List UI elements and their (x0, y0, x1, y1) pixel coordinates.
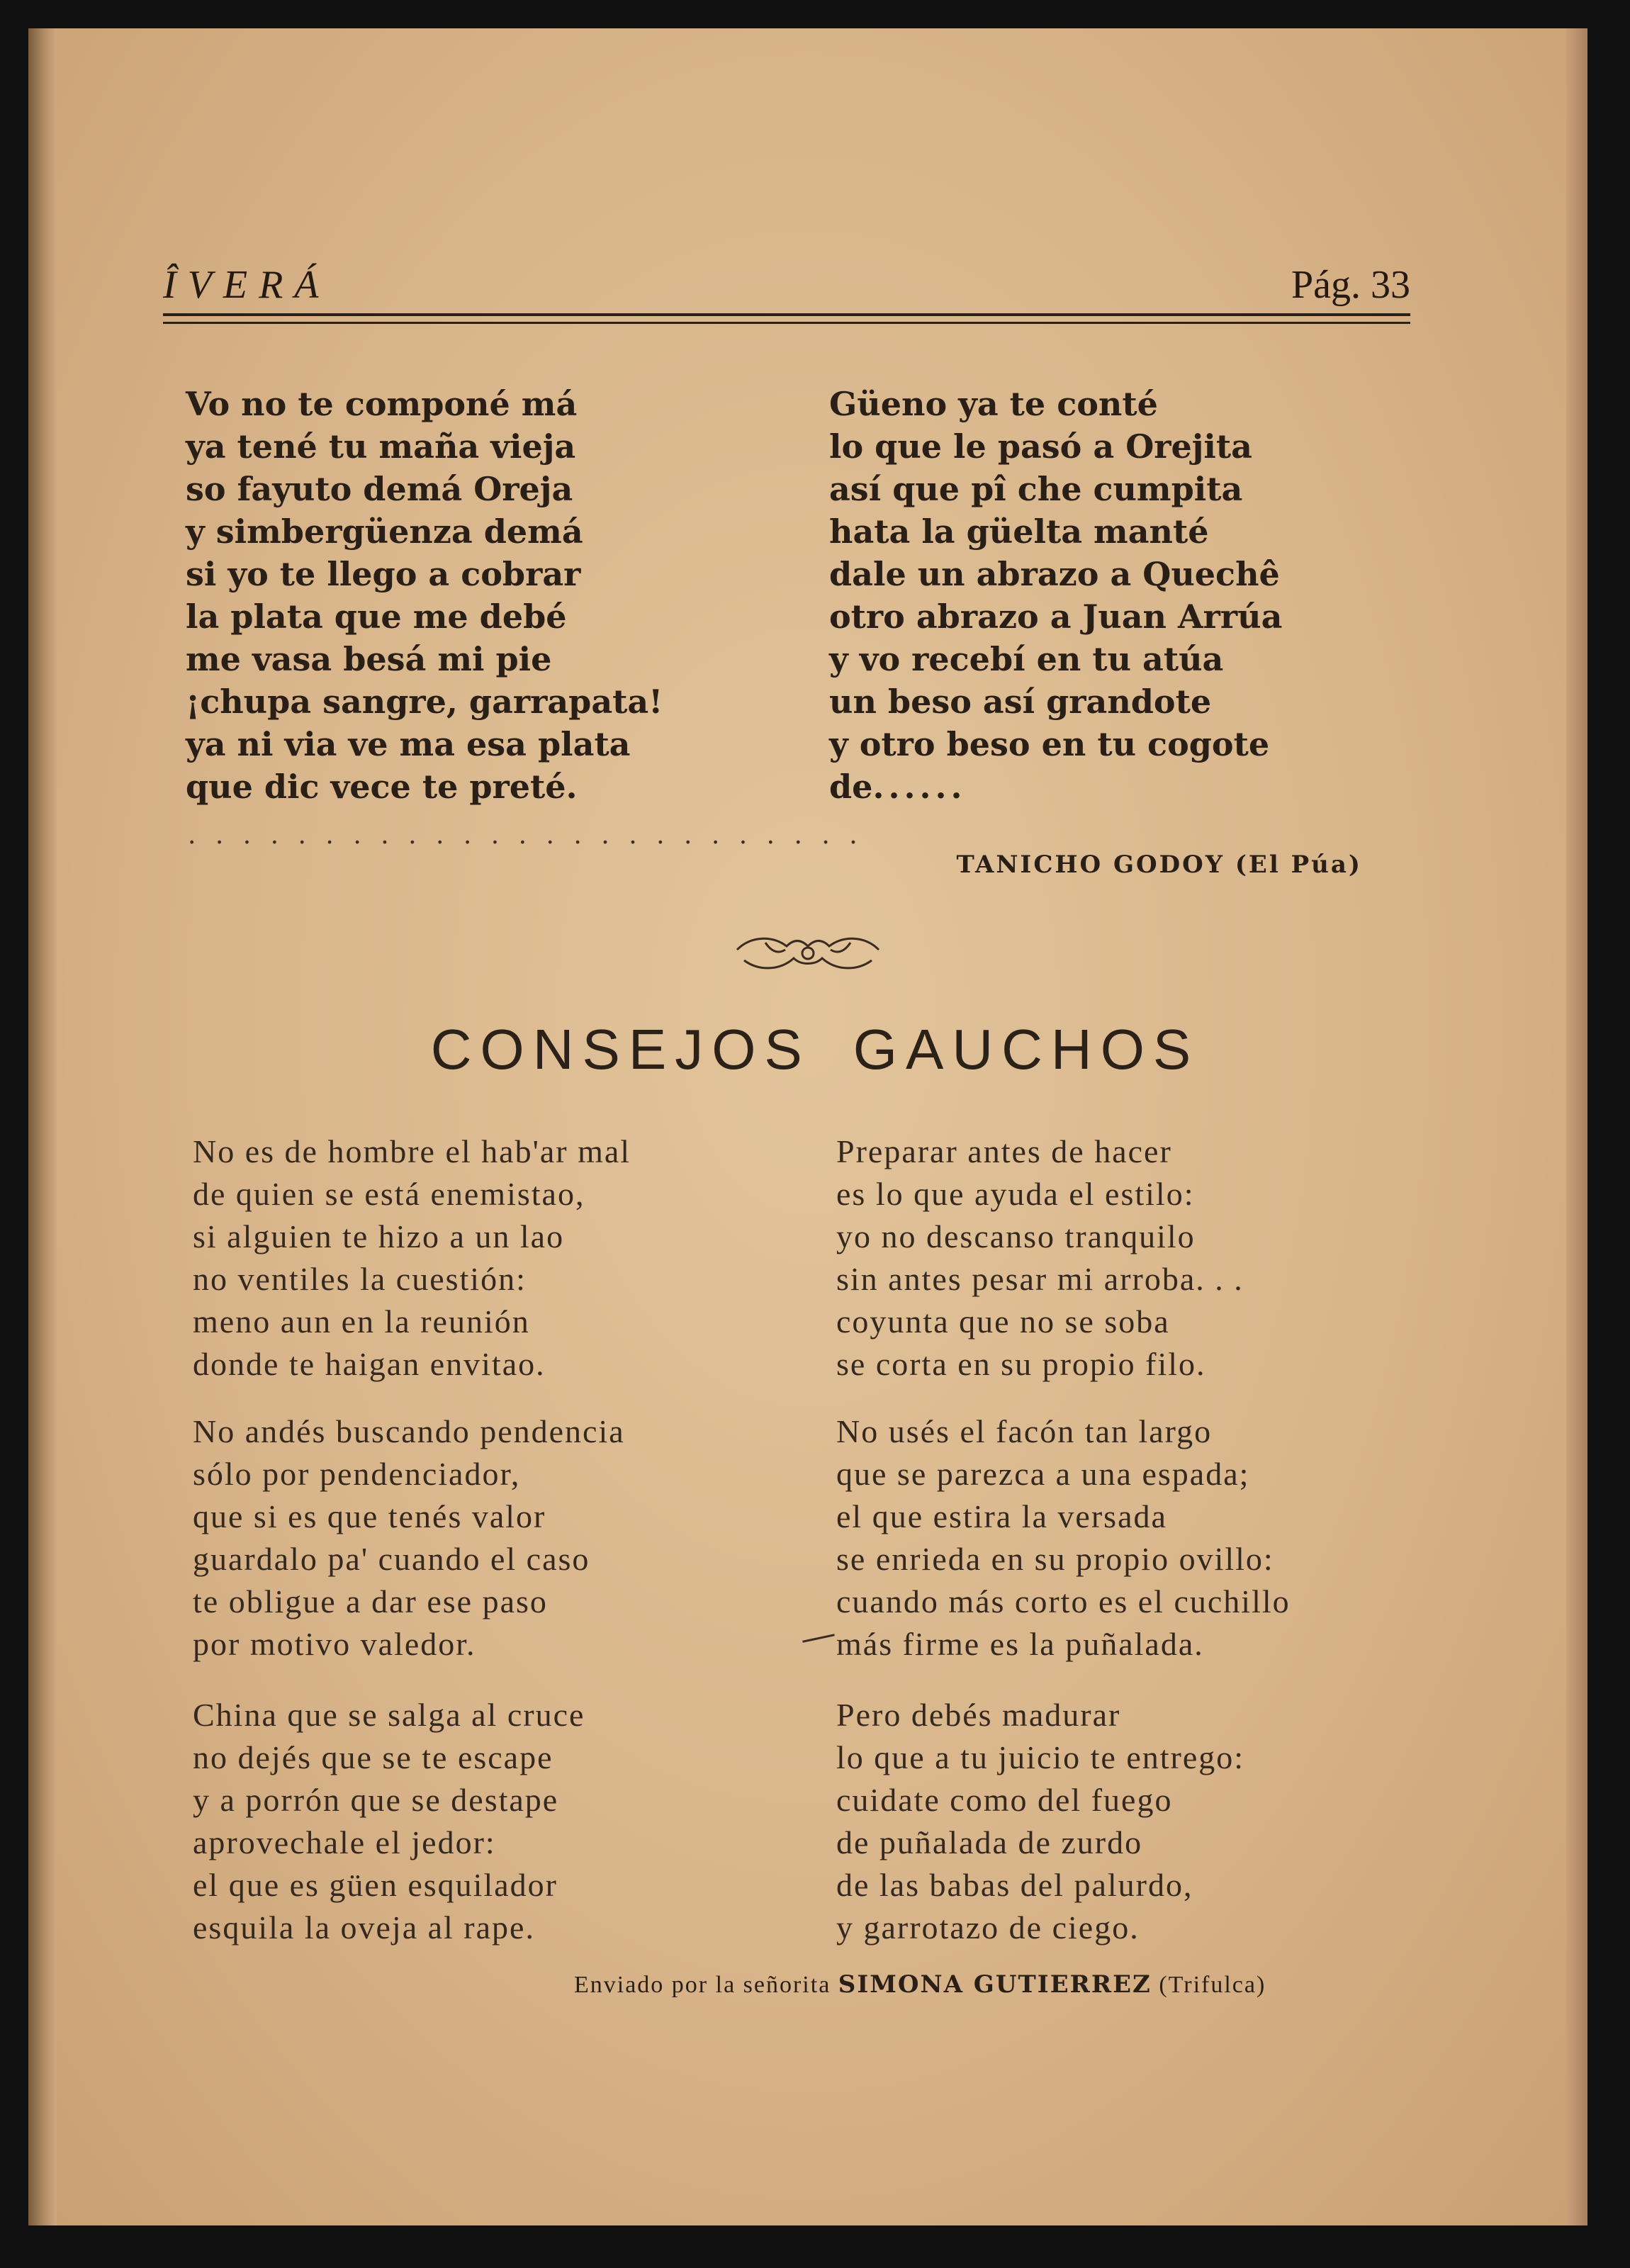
poem-line: me vasa besá mi pie (186, 640, 552, 678)
page-edge (1566, 28, 1587, 2225)
verse-line: sin antes pesar mi arroba. . . (836, 1261, 1244, 1297)
verse-line: que se parezca a una espada; (836, 1456, 1250, 1492)
poem2-title (28, 1017, 1587, 1082)
verse-line: guardalo pa' cuando el caso (193, 1541, 590, 1577)
poem-line: lo que le pasó a Orejita (829, 427, 1252, 466)
verse-line: y a porrón que se destape (193, 1782, 559, 1818)
dash-mark (802, 1634, 835, 1642)
poem-line: la plata que me debé (186, 597, 567, 636)
poem-line: Vo no te componé má (186, 385, 578, 423)
credit-alias: (Trifulca) (1159, 1972, 1266, 1998)
verse-line: aprovechale el jedor: (193, 1824, 496, 1860)
poem-line: que dic vece te preté. (186, 768, 578, 806)
verse-line: Preparar antes de hacer (836, 1133, 1172, 1169)
verse-line: No es de hombre el hab'ar mal (193, 1133, 631, 1169)
page-header (163, 262, 1410, 312)
stanza-left-1 (193, 1130, 631, 1386)
verse-line: China que se salga al cruce (193, 1697, 585, 1733)
poem-line: y vo recebí en tu atúa (829, 640, 1224, 678)
verse-line: de quien se está enemistao, (193, 1176, 585, 1212)
poem1-author: TANICHO GODOY (El Púa) (956, 850, 1362, 879)
ellipsis-row: . . . . . . . . . . . . . . . . . . . . . . . . . (188, 821, 863, 850)
poem-line: Güeno ya te conté (829, 385, 1158, 423)
ornament-icon (723, 921, 893, 985)
poem-line: dale un abrazo a Quechê (829, 555, 1280, 593)
verse-line: No usés el facón tan largo (836, 1413, 1213, 1449)
verse-line: se corta en su propio filo. (836, 1346, 1206, 1382)
verse-line: te obligue a dar ese paso (193, 1583, 548, 1619)
verse-line: yo no descanso tranquilo (836, 1218, 1196, 1254)
verse-line: lo que a tu juicio te entrego: (836, 1739, 1245, 1775)
header-rule-top (163, 313, 1410, 316)
poem-line: hata la güelta manté (829, 512, 1209, 551)
poem2-title-word2: GAUCHOS (853, 1018, 1200, 1081)
stanza-right-1 (836, 1130, 1244, 1386)
poem-line: un beso así grandote (829, 683, 1212, 721)
verse-line: y garrotazo de ciego. (836, 1909, 1140, 1946)
verse-line: de puñalada de zurdo (836, 1824, 1143, 1860)
verse-line: se enrieda en su propio ovillo: (836, 1541, 1274, 1577)
verse-line: Pero debés madurar (836, 1697, 1121, 1733)
poem-line: otro abrazo a Juan Arrúa (829, 597, 1283, 636)
poem-line: ya ni via ve ma esa plata (186, 725, 631, 763)
verse-line: cuidate como del fuego (836, 1782, 1173, 1818)
magazine-page (28, 28, 1587, 2225)
header-rule-bottom (163, 322, 1410, 324)
verse-line: el que es güen esquilador (193, 1867, 558, 1903)
page-binding (28, 28, 57, 2225)
verse-line: meno aun en la reunión (193, 1303, 530, 1340)
verse-line: coyunta que no se soba (836, 1303, 1170, 1340)
verse-line: sólo por pendenciador, (193, 1456, 521, 1492)
poem-line: y simbergüenza demá (186, 512, 583, 551)
stanza-right-3 (836, 1694, 1244, 1949)
magazine-title: ÎVERÁ (163, 263, 330, 307)
verse-line: esquila la oveja al rape. (193, 1909, 535, 1946)
verse-line: No andés buscando pendencia (193, 1413, 625, 1449)
stanza-left-3 (193, 1694, 585, 1949)
poem-line: de ...... (829, 765, 1282, 808)
poem1-left-column (186, 383, 663, 808)
credit-name: SIMONA GUTIERREZ (838, 1970, 1152, 1999)
poem-line: si yo te llego a cobrar (186, 555, 581, 593)
verse-line: el que estira la versada (836, 1498, 1167, 1534)
verse-line: no dejés que se te escape (193, 1739, 553, 1775)
credit-prefix: Enviado por la señorita (574, 1972, 831, 1998)
verse-line: es lo que ayuda el estilo: (836, 1176, 1195, 1212)
poem-line: ¡chupa sangre, garrapata! (186, 683, 663, 721)
verse-line: de las babas del palurdo, (836, 1867, 1193, 1903)
verse-line: más firme es la puñalada. (836, 1626, 1204, 1662)
poem2-credit (574, 1970, 1266, 1999)
verse-line: cuando más corto es el cuchillo (836, 1583, 1291, 1619)
poem1-right-column (829, 383, 1282, 808)
page-number: Pág. 33 (1291, 263, 1410, 307)
verse-line: por motivo valedor. (193, 1626, 476, 1662)
stanza-left-2 (193, 1410, 625, 1666)
verse-line: que si es que tenés valor (193, 1498, 546, 1534)
poem-line: y otro beso en tu cogote (829, 725, 1270, 763)
verse-line: si alguien te hizo a un lao (193, 1218, 565, 1254)
poem-line: so fayuto demá Oreja (186, 470, 573, 508)
stanza-right-2 (836, 1410, 1291, 1666)
poem-line: así que pî che cumpita (829, 470, 1243, 508)
verse-line: no ventiles la cuestión: (193, 1261, 527, 1297)
verse-line: donde te haigan envitao. (193, 1346, 546, 1382)
poem2-title-word1: CONSEJOS (430, 1018, 811, 1081)
poem-line: ya tené tu maña vieja (186, 427, 576, 466)
